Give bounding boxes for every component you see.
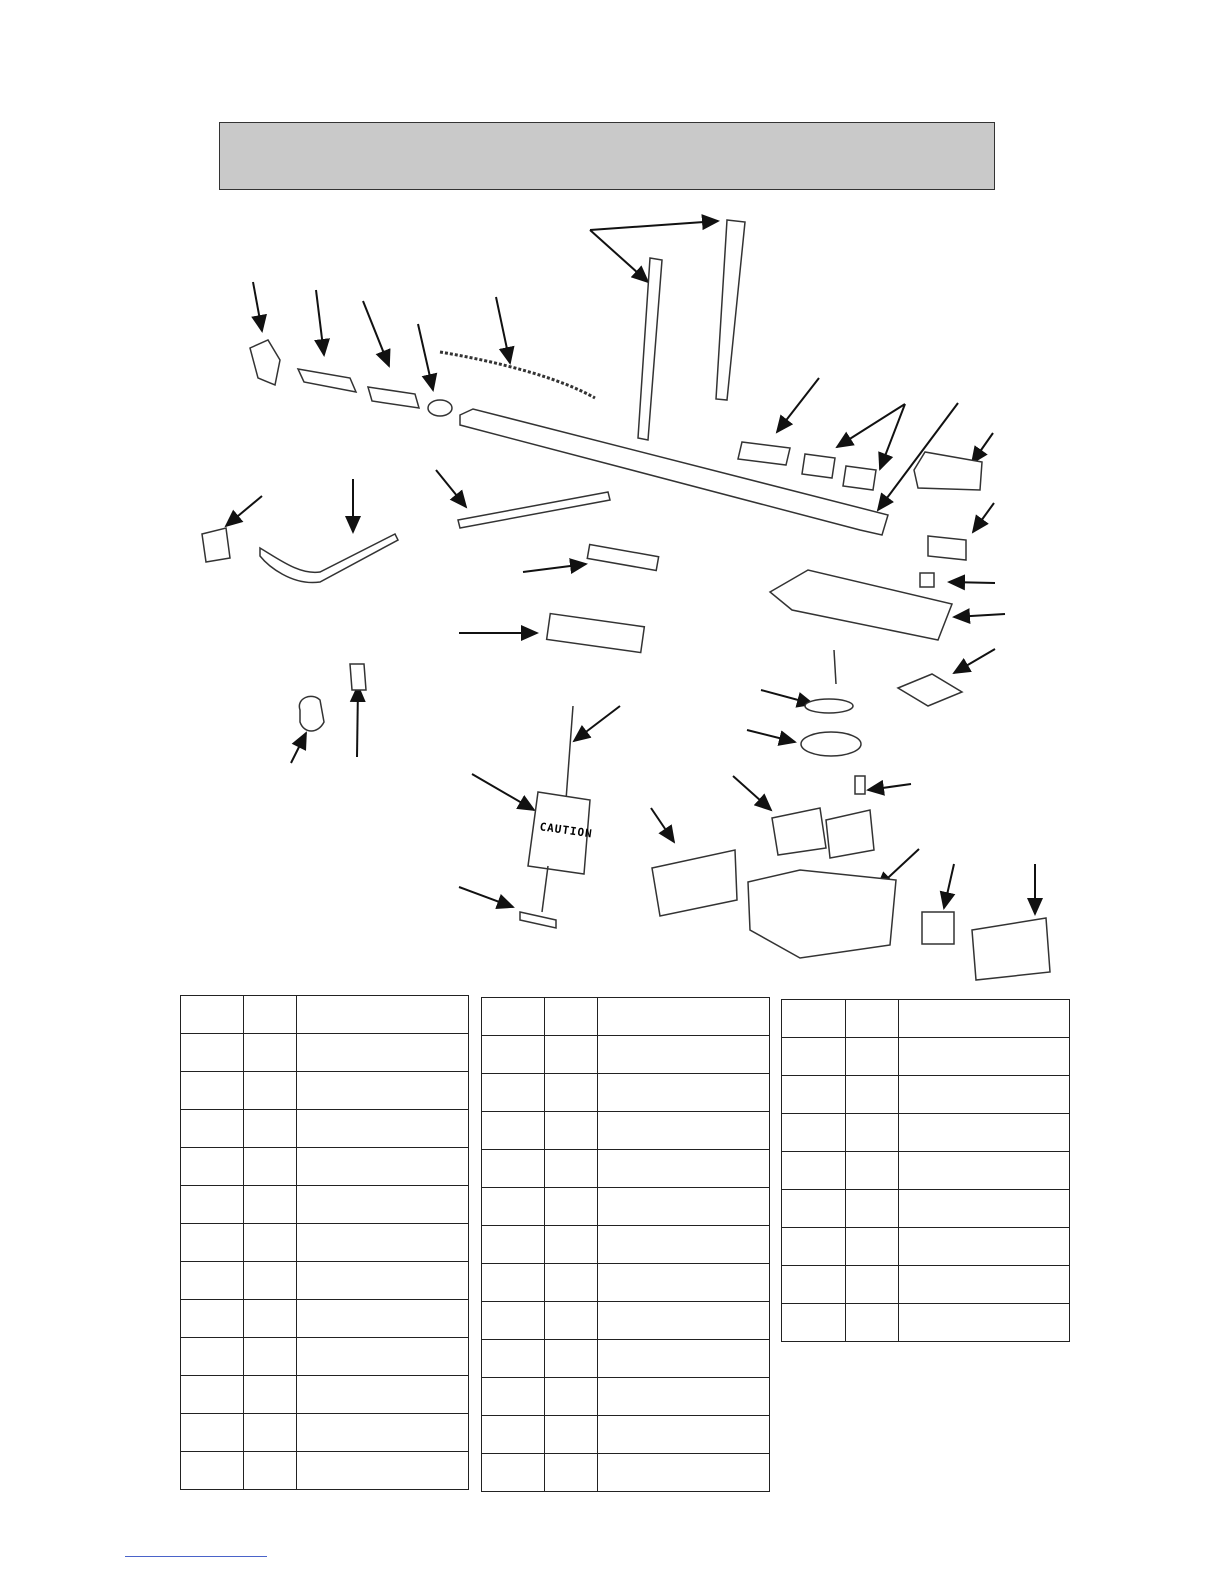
control-board bbox=[898, 674, 962, 706]
description-cell bbox=[297, 1034, 469, 1072]
release-rope bbox=[542, 866, 548, 912]
part-no-cell bbox=[181, 1186, 244, 1224]
qty-cell bbox=[545, 1454, 598, 1492]
table-row bbox=[782, 1038, 1070, 1076]
callout-arrow bbox=[418, 324, 433, 390]
description-cell bbox=[598, 1112, 770, 1150]
idler-pulley bbox=[428, 400, 452, 416]
table-row bbox=[181, 1300, 469, 1338]
part-no-cell bbox=[181, 1414, 244, 1452]
callout-arrow bbox=[436, 470, 466, 507]
callout-arrow bbox=[651, 808, 674, 842]
table-row bbox=[482, 1416, 770, 1454]
description-cell bbox=[297, 996, 469, 1034]
callout-arrow bbox=[590, 221, 718, 230]
qty-cell bbox=[545, 1036, 598, 1074]
front-cover bbox=[972, 918, 1050, 980]
release-handle bbox=[520, 912, 556, 928]
callout-arrow bbox=[837, 404, 905, 447]
table-row bbox=[782, 1076, 1070, 1114]
trolley-pin bbox=[587, 545, 658, 571]
part-no-cell bbox=[482, 1112, 545, 1150]
hanger-bracket-right bbox=[716, 220, 745, 400]
description-cell bbox=[899, 1038, 1070, 1076]
table-row bbox=[482, 1340, 770, 1378]
release-rope bbox=[566, 706, 573, 800]
qty-cell bbox=[545, 1150, 598, 1188]
table-row bbox=[782, 1266, 1070, 1304]
description-cell bbox=[598, 1036, 770, 1074]
description-cell bbox=[899, 1076, 1070, 1114]
part-no-cell bbox=[482, 1188, 545, 1226]
callout-arrow bbox=[954, 649, 995, 673]
part-no-cell bbox=[482, 1340, 545, 1378]
motor-gearbox bbox=[826, 810, 874, 858]
qty-cell bbox=[846, 1266, 899, 1304]
qty-cell bbox=[846, 1152, 899, 1190]
qty-cell bbox=[244, 1300, 297, 1338]
chain bbox=[440, 352, 595, 398]
description-cell bbox=[899, 1266, 1070, 1304]
table-row bbox=[181, 1072, 469, 1110]
qty-cell bbox=[846, 1190, 899, 1228]
trolley bbox=[368, 387, 419, 408]
part-no-cell bbox=[181, 996, 244, 1034]
parts-table-3 bbox=[781, 999, 1070, 1342]
footer-link-underline bbox=[125, 1556, 267, 1557]
description-cell bbox=[899, 1304, 1070, 1342]
part-no-cell bbox=[181, 1338, 244, 1376]
callout-arrow bbox=[944, 864, 954, 908]
qty-cell bbox=[846, 1000, 899, 1038]
callout-arrow bbox=[459, 887, 513, 907]
table-row bbox=[782, 1228, 1070, 1266]
qty-cell bbox=[244, 1224, 297, 1262]
wall-button-clip bbox=[350, 664, 366, 690]
part-no-cell bbox=[782, 1152, 846, 1190]
table-row bbox=[482, 1150, 770, 1188]
description-cell bbox=[297, 1262, 469, 1300]
qty-cell bbox=[545, 1188, 598, 1226]
table-row bbox=[181, 1452, 469, 1490]
power-unit-cover bbox=[914, 452, 982, 490]
description-cell bbox=[297, 1148, 469, 1186]
description-cell bbox=[899, 1152, 1070, 1190]
table-row bbox=[482, 1074, 770, 1112]
callout-arrow bbox=[357, 686, 358, 757]
table-row bbox=[482, 1454, 770, 1492]
qty-cell bbox=[244, 1414, 297, 1452]
table-row bbox=[181, 1148, 469, 1186]
qty-cell bbox=[846, 1038, 899, 1076]
description-cell bbox=[598, 1416, 770, 1454]
table-row bbox=[782, 1114, 1070, 1152]
part-no-cell bbox=[181, 1300, 244, 1338]
description-cell bbox=[297, 1338, 469, 1376]
callout-arrow bbox=[747, 730, 795, 742]
mounting-plate-bracket bbox=[738, 442, 790, 465]
part-no-cell bbox=[181, 1376, 244, 1414]
description-cell bbox=[899, 1114, 1070, 1152]
description-cell bbox=[598, 1226, 770, 1264]
parts-table-2 bbox=[481, 997, 770, 1492]
qty-cell bbox=[545, 1264, 598, 1302]
callout-arrow bbox=[954, 614, 1005, 617]
description-cell bbox=[598, 1264, 770, 1302]
description-cell bbox=[297, 1072, 469, 1110]
qty-cell bbox=[244, 1110, 297, 1148]
table-row bbox=[482, 1188, 770, 1226]
callout-arrow bbox=[316, 290, 324, 355]
part-no-cell bbox=[181, 1148, 244, 1186]
curved-door-arm bbox=[260, 534, 398, 583]
part-no-cell bbox=[482, 1454, 545, 1492]
part-no-cell bbox=[181, 1262, 244, 1300]
callout-arrow bbox=[972, 433, 993, 463]
callout-arrow bbox=[973, 503, 994, 532]
table-row bbox=[181, 1376, 469, 1414]
table-row bbox=[782, 1190, 1070, 1228]
table-row bbox=[782, 1304, 1070, 1342]
straight-door-arm bbox=[458, 492, 610, 528]
part-no-cell bbox=[181, 1034, 244, 1072]
description-cell bbox=[899, 1190, 1070, 1228]
callout-arrow bbox=[949, 582, 995, 583]
qty-cell bbox=[846, 1114, 899, 1152]
gear-housing bbox=[928, 536, 966, 560]
callout-arrow bbox=[590, 230, 648, 282]
qty-cell bbox=[244, 1452, 297, 1490]
table-row bbox=[181, 996, 469, 1034]
part-no-cell bbox=[181, 1452, 244, 1490]
parts-table-1 bbox=[180, 995, 469, 1490]
limit-switch bbox=[920, 573, 934, 587]
description-cell bbox=[598, 1340, 770, 1378]
callout-arrow bbox=[574, 706, 620, 741]
pulley-drum bbox=[801, 732, 861, 756]
part-no-cell bbox=[482, 1150, 545, 1188]
description-cell bbox=[297, 1110, 469, 1148]
motor bbox=[772, 808, 826, 855]
part-no-cell bbox=[782, 1114, 846, 1152]
part-no-cell bbox=[782, 1304, 846, 1342]
table-row bbox=[181, 1034, 469, 1072]
rail-clamp bbox=[843, 466, 876, 490]
callout-arrow bbox=[733, 776, 771, 810]
table-row bbox=[181, 1224, 469, 1262]
description-cell bbox=[297, 1414, 469, 1452]
light-lens bbox=[547, 614, 645, 653]
qty-cell bbox=[545, 1378, 598, 1416]
title-banner bbox=[219, 122, 995, 190]
qty-cell bbox=[244, 1186, 297, 1224]
callout-arrow bbox=[226, 496, 262, 526]
description-cell bbox=[598, 998, 770, 1036]
header-bracket bbox=[250, 340, 280, 385]
table-row bbox=[181, 1110, 469, 1148]
table-row bbox=[181, 1414, 469, 1452]
qty-cell bbox=[244, 1376, 297, 1414]
qty-cell bbox=[244, 1072, 297, 1110]
main-housing bbox=[748, 870, 896, 958]
part-no-cell bbox=[181, 1072, 244, 1110]
table-row bbox=[782, 1152, 1070, 1190]
rail-clamp bbox=[802, 454, 835, 478]
description-cell bbox=[297, 1452, 469, 1490]
callout-arrow bbox=[868, 784, 911, 790]
pulley-bracket bbox=[298, 369, 356, 392]
qty-cell bbox=[545, 1302, 598, 1340]
description-cell bbox=[297, 1376, 469, 1414]
part-no-cell bbox=[482, 1416, 545, 1454]
qty-cell bbox=[846, 1228, 899, 1266]
hanger-bracket-left bbox=[638, 258, 662, 440]
part-no-cell bbox=[482, 1264, 545, 1302]
description-cell bbox=[598, 1378, 770, 1416]
qty-cell bbox=[545, 1226, 598, 1264]
callout-arrow bbox=[253, 282, 262, 331]
qty-cell bbox=[545, 1112, 598, 1150]
callout-arrow bbox=[291, 733, 306, 763]
table-row bbox=[482, 1302, 770, 1340]
part-no-cell bbox=[482, 1226, 545, 1264]
description-cell bbox=[297, 1300, 469, 1338]
part-no-cell bbox=[181, 1224, 244, 1262]
table-row bbox=[181, 1262, 469, 1300]
qty-cell bbox=[545, 1074, 598, 1112]
table-row bbox=[482, 998, 770, 1036]
exploded-parts-diagram bbox=[0, 200, 1224, 990]
qty-cell bbox=[244, 996, 297, 1034]
coupling bbox=[855, 776, 865, 794]
part-no-cell bbox=[181, 1110, 244, 1148]
description-cell bbox=[598, 1188, 770, 1226]
part-no-cell bbox=[782, 1228, 846, 1266]
description-cell bbox=[297, 1186, 469, 1224]
part-no-cell bbox=[482, 1036, 545, 1074]
qty-cell bbox=[545, 1416, 598, 1454]
description-cell bbox=[598, 1454, 770, 1492]
callout-arrow bbox=[363, 301, 389, 366]
drive-sprocket bbox=[805, 699, 853, 713]
remote-transmitter bbox=[299, 696, 324, 731]
end-cover bbox=[652, 850, 737, 916]
table-row bbox=[482, 1378, 770, 1416]
lens-cover bbox=[922, 912, 954, 944]
part-no-cell bbox=[482, 1302, 545, 1340]
qty-cell bbox=[545, 998, 598, 1036]
callout-arrow bbox=[472, 774, 534, 810]
qty-cell bbox=[846, 1304, 899, 1342]
description-cell bbox=[598, 1302, 770, 1340]
description-cell bbox=[297, 1224, 469, 1262]
table-row bbox=[181, 1338, 469, 1376]
qty-cell bbox=[545, 1340, 598, 1378]
callout-arrow bbox=[761, 690, 813, 704]
part-no-cell bbox=[482, 1074, 545, 1112]
part-no-cell bbox=[782, 1266, 846, 1304]
callout-arrow bbox=[880, 404, 905, 469]
description-cell bbox=[899, 1000, 1070, 1038]
qty-cell bbox=[244, 1148, 297, 1186]
table-row bbox=[181, 1186, 469, 1224]
table-row bbox=[482, 1264, 770, 1302]
table-row bbox=[482, 1036, 770, 1074]
part-no-cell bbox=[782, 1038, 846, 1076]
qty-cell bbox=[244, 1338, 297, 1376]
qty-cell bbox=[244, 1034, 297, 1072]
part-no-cell bbox=[782, 1076, 846, 1114]
caution-text: CAUTION bbox=[538, 820, 594, 841]
part-no-cell bbox=[482, 1378, 545, 1416]
part-no-cell bbox=[482, 998, 545, 1036]
part-no-cell bbox=[782, 1000, 846, 1038]
callout-arrow bbox=[523, 564, 586, 572]
door-bracket bbox=[202, 528, 230, 562]
qty-cell bbox=[846, 1076, 899, 1114]
description-cell bbox=[598, 1074, 770, 1112]
table-row bbox=[482, 1112, 770, 1150]
qty-cell bbox=[244, 1262, 297, 1300]
description-cell bbox=[899, 1228, 1070, 1266]
description-cell bbox=[598, 1150, 770, 1188]
table-row bbox=[482, 1226, 770, 1264]
table-row bbox=[782, 1000, 1070, 1038]
callout-arrow bbox=[777, 378, 819, 432]
callout-arrow bbox=[496, 297, 510, 363]
drive-shaft bbox=[834, 650, 836, 684]
part-no-cell bbox=[782, 1190, 846, 1228]
